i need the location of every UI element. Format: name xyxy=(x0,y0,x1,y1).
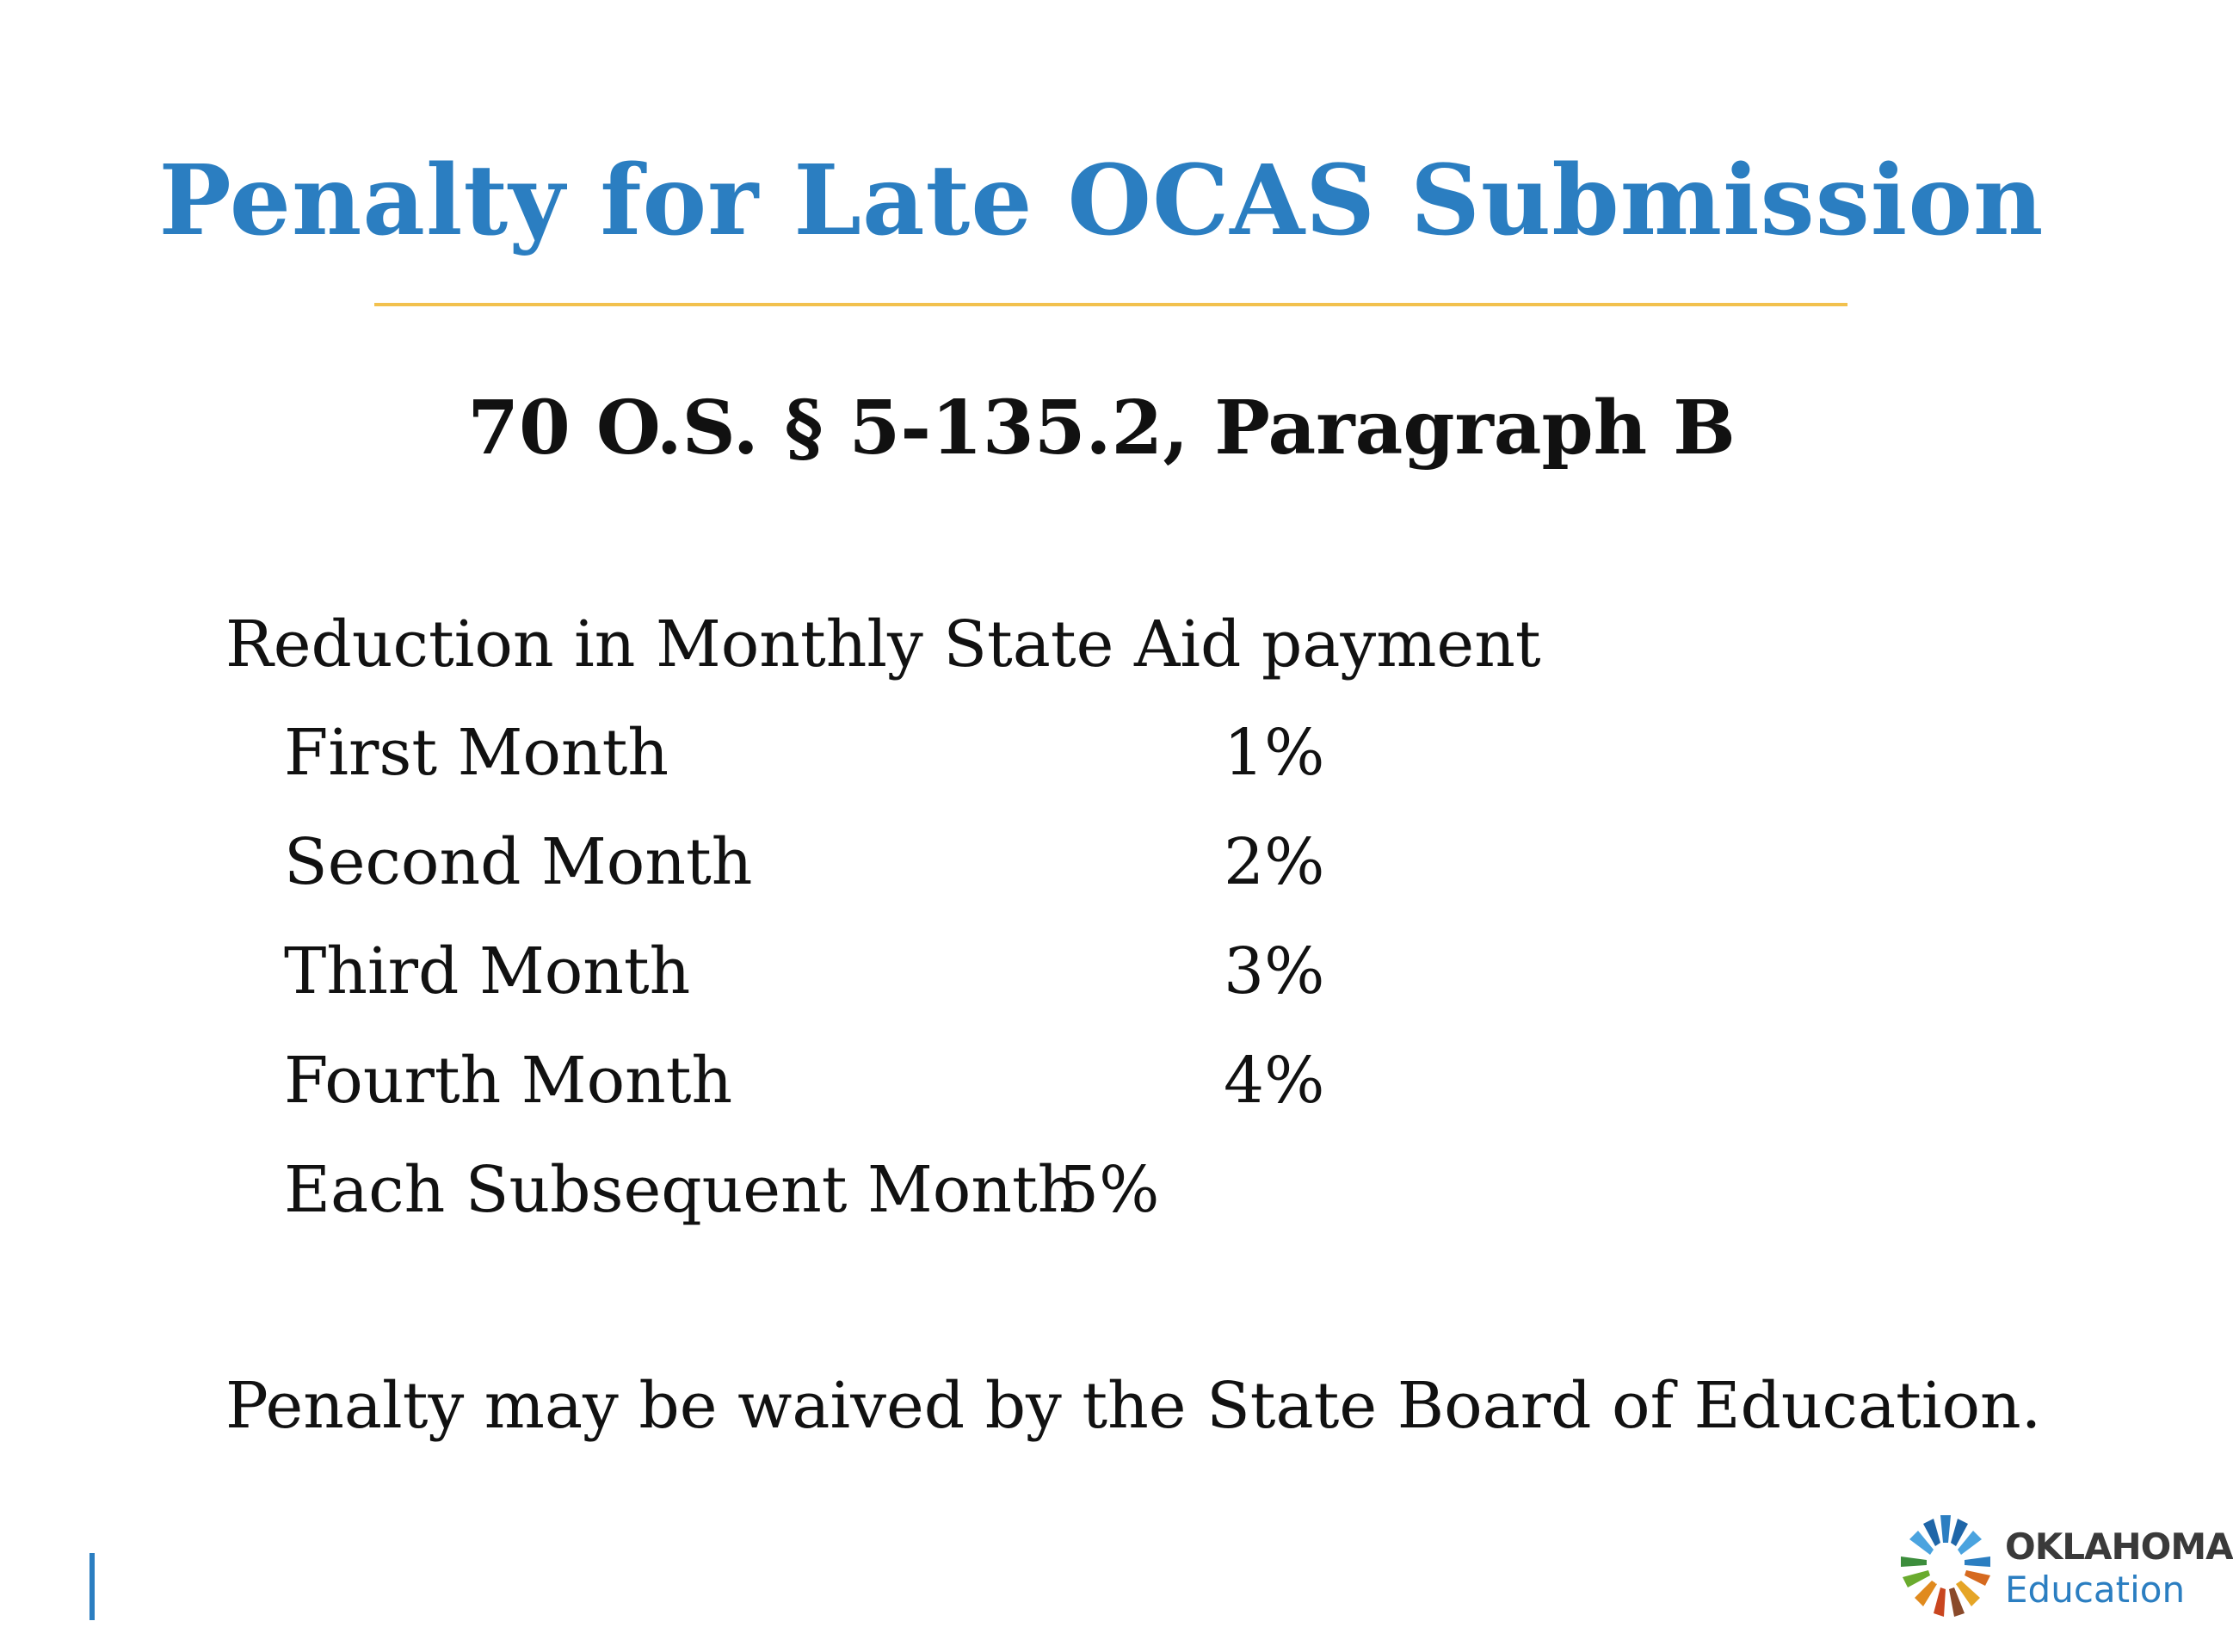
penalty-label: First Month xyxy=(284,716,669,790)
penalty-value: 2% xyxy=(1224,825,1325,899)
penalty-row-fourth xyxy=(284,1044,1403,1126)
penalty-label: Fourth Month xyxy=(284,1044,733,1118)
waiver-note: Penalty may be waived by the State Board of Education. xyxy=(225,1369,2042,1443)
penalty-label: Second Month xyxy=(284,825,753,899)
star-burst-icon xyxy=(1897,1510,1994,1629)
penalty-value: 4% xyxy=(1224,1044,1325,1118)
oklahoma-education-logo xyxy=(1897,1510,2233,1639)
slide-edge-marker xyxy=(89,1553,95,1620)
penalty-row-subsequent xyxy=(284,1153,1403,1236)
penalty-label: Each Subsequent Month xyxy=(284,1153,1079,1227)
slide-title: Penalty for Late OCAS Submission xyxy=(158,145,2045,257)
penalty-value: 3% xyxy=(1224,934,1325,1008)
penalty-row-second xyxy=(284,825,1403,908)
penalty-value: 5% xyxy=(1058,1153,1160,1227)
logo-subtitle: Education xyxy=(2005,1569,2186,1611)
statute-citation: 70 O.S. § 5-135.2, Paragraph B xyxy=(467,385,1736,472)
penalty-row-first xyxy=(284,716,1403,798)
title-underline xyxy=(374,303,1847,306)
penalty-value: 1% xyxy=(1224,716,1325,790)
logo-wordmark: OKLAHOMA xyxy=(2005,1526,2233,1568)
penalty-label: Third Month xyxy=(284,934,691,1008)
penalty-row-third xyxy=(284,934,1403,1017)
penalty-intro: Reduction in Monthly State Aid payment xyxy=(225,607,1541,681)
